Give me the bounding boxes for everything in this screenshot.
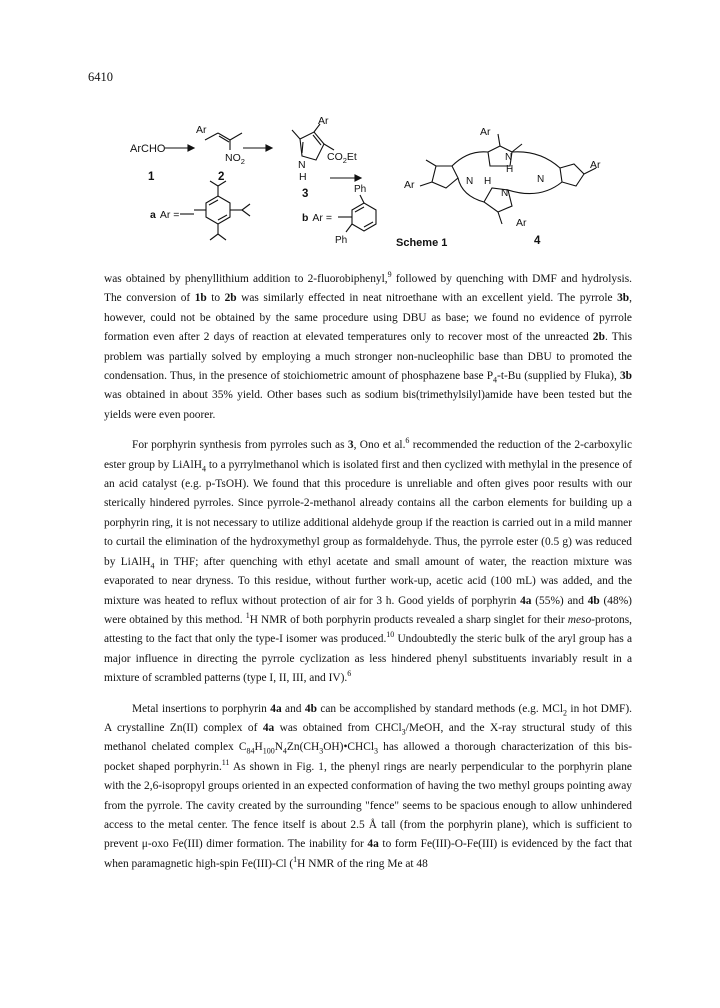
compound-3-n: N — [298, 159, 306, 171]
aryl-b-label: b Ar = — [302, 212, 332, 224]
porphyrin-n-bottom: N — [501, 188, 509, 199]
text-run: 4 — [493, 375, 498, 385]
text-run: can be accomplished by standard methods (e.g. MCl — [316, 702, 564, 715]
text-run: 11 — [221, 757, 230, 767]
text-run: 6 — [347, 669, 352, 679]
text-run: has allowed a thorough characterization of this bis-pocket shaped porphyrin. — [104, 741, 632, 773]
paragraph-3 — [104, 700, 632, 875]
compound-1-label: 1 — [148, 171, 155, 183]
compound-3-label: 3 — [302, 188, 309, 200]
text-run: As shown in Fig. 1, the phenyl rings are nearly perpendicular to the porphyrin plane with the 2,6-isopropyl groups oriented in an expected conformation of having the two methyl groups pointing away from the pyrrole. The cavity created by the surrounding "fence" seems to be spacious enough to allow unhindered access to the metal center. The fence itself is about 2.5 Å tall (from the porphyrin plane), which is sufficient to prevent μ-oxo Fe(III) dimer formation. The inability for — [104, 760, 632, 851]
text-run: followed by quenching with DMF and hydrolysis. The conversion of — [104, 273, 632, 305]
page-number: 6410 — [88, 70, 113, 84]
scheme-archo: ArCHO — [130, 143, 166, 155]
text-run: to form Fe(III)-O-Fe(III) is evidenced by the fact that when paramagnetic high-spin Fe(III)-Cl ( — [104, 838, 632, 870]
text-run: meso — [567, 613, 592, 626]
scheme-1 — [0, 0, 720, 270]
text-run: H NMR of the ring Me at 48 — [297, 857, 428, 870]
text-run: N — [274, 741, 283, 754]
text-run: 10 — [386, 630, 395, 640]
scheme-label: Scheme 1 — [396, 237, 448, 249]
text-run: For porphyrin synthesis from pyrroles such as — [132, 439, 348, 452]
aryl-a-label: a Ar = — [150, 209, 180, 221]
text-run: (48%) were obtained by this method. — [104, 594, 632, 626]
text-run: Metal insertions to porphyrin — [132, 702, 271, 715]
text-run: 100 — [262, 746, 275, 756]
porphyrin-ar-right: Ar — [590, 159, 601, 171]
porphyrin-ar-bottom: Ar — [516, 217, 527, 229]
text-run: 2b — [224, 292, 237, 305]
text-run: 4a — [367, 838, 379, 851]
porphyrin-n-right: N — [537, 174, 545, 185]
compound-2-label: 2 — [218, 171, 225, 183]
text-run: 4 — [201, 463, 206, 473]
text-run: -t-Bu (supplied by Fluka), — [497, 370, 620, 383]
porphyrin-n-left: N — [466, 176, 474, 187]
text-run: Undoubtedly the steric bulk of the aryl group has a major influence in directing the pyrrole cyclization as less hindered phenyl substituents invariably result in a mixture of scrambled patterns (type I, II, III, and IV). — [104, 633, 632, 685]
text-run: in hot DMF). A crystalline Zn(II) complex of — [104, 702, 632, 734]
text-run: 4a — [270, 702, 282, 715]
text-run: . This problem was partially solved by employing a much stronger non-nucleophilic base than DBU to promoted the condensation. Thus, in the presence of stoichiometric amount of phosphazene base P — [104, 331, 632, 383]
text-run: 84 — [246, 746, 255, 756]
text-run: 4a — [262, 721, 275, 734]
text-run: 2 — [563, 707, 568, 717]
text-run: 3 — [319, 746, 324, 756]
text-run: /MeOH, and the X-ray structural study of this methanol chelated complex C — [104, 721, 632, 754]
compound-3-co2et: $CO_2Et$ — [327, 151, 357, 165]
text-run: 6 — [405, 436, 410, 446]
text-run: , Ono et al. — [353, 439, 406, 452]
text-run: and — [281, 702, 305, 715]
porphyrin-ar-top: Ar — [480, 126, 491, 138]
text-run: in THF; after quenching with ethyl acetate and small amount of water, the reaction mixture was evaporated to near dryness. To this residue, without further work-up, acetic acid (100 mL) was added, and the mixture was heated to reflux without protection of air for 3 h. Good yields of porphyrin — [104, 555, 632, 607]
text-run: Zn(CH — [286, 741, 320, 754]
text-run: 9 — [387, 270, 392, 280]
compound-3-ar: Ar — [318, 115, 329, 127]
text-run: 4 — [150, 560, 155, 570]
compound-3-h: H — [299, 171, 307, 183]
text-run: was obtained in about 35% yield. Other bases such as sodium bis(trimethylsilyl)amide have been tested but the yields were even poorer. — [104, 389, 632, 421]
paragraph-2 — [104, 436, 632, 688]
body-text — [104, 270, 632, 885]
text-run: OH)•CHCl — [323, 741, 375, 754]
text-run: H NMR of both porphyrin products revealed a sharp singlet for their — [249, 613, 568, 626]
text-run: 4 — [282, 746, 287, 756]
text-run: 3 — [374, 746, 379, 756]
text-run: to a pyrrylmethanol which is isolated first and then cyclized with methylal in the presence of an acid catalyst (e.g. p-TsOH). We found that this procedure is unreliable and often gives poor results with our sterically hindered pyrroles. Since pyrrole-2-methanol already contains all the carbon elements for building up a porphyrin ring, it is not necessary to utilize additional aldehyde group if the reaction is carried out in a mild manner to curtail the elimination of the hydroxymethyl group as formaldehyde. Thus, the pyrrole ester (0.5 g) was reduced by LiAlH — [104, 458, 633, 568]
compound-2-ar: Ar — [196, 124, 207, 136]
text-run: (55%) and — [531, 594, 588, 607]
compound-4-label: 4 — [534, 235, 541, 247]
text-run: 3b — [619, 370, 632, 383]
text-run: 4b — [304, 702, 317, 715]
text-run: 4a — [520, 594, 532, 607]
porphyrin-h-top: H — [506, 164, 514, 175]
text-run: 1 — [245, 611, 250, 621]
porphyrin-ar-left: Ar — [404, 179, 415, 191]
paragraph-1 — [104, 270, 632, 425]
text-run: 3 — [347, 439, 354, 452]
text-run: 3 — [401, 727, 406, 737]
text-run: 2b — [592, 331, 605, 344]
aryl-b-ph-bottom: Ph — [335, 235, 348, 246]
text-run: 1 — [293, 854, 298, 864]
text-run: was obtained from CHCl — [274, 721, 402, 734]
porphyrin-h-bottom: H — [484, 176, 492, 187]
text-run: 1b — [194, 292, 207, 305]
text-run: 3b — [617, 292, 630, 305]
aryl-b-ph-top: Ph — [354, 184, 367, 195]
text-run: , however, could not be obtained by the same procedure using DBU as base; we found no evidence of pyrrole formation even after 2 days of reaction at elevated temperatures only to recover most of the unreacted — [104, 292, 632, 344]
text-run: H — [254, 741, 263, 754]
porphyrin-n-top: N — [505, 152, 513, 163]
text-run: was obtained by phenyllithium addition to 2-fluorobiphenyl, — [104, 273, 388, 285]
compound-2-no2: $NO_2$ — [225, 152, 245, 166]
text-run: was similarly effected in neat nitroethane with an excellent yield. The pyrrole — [236, 292, 618, 305]
text-run: recommended the reduction of the 2-carboxylic ester group by LiAlH — [104, 439, 632, 471]
text-run: -protons, attesting to the fact that only the type-I isomer was produced. — [104, 613, 632, 646]
text-run: 4b — [587, 594, 600, 607]
text-run: to — [206, 292, 225, 305]
